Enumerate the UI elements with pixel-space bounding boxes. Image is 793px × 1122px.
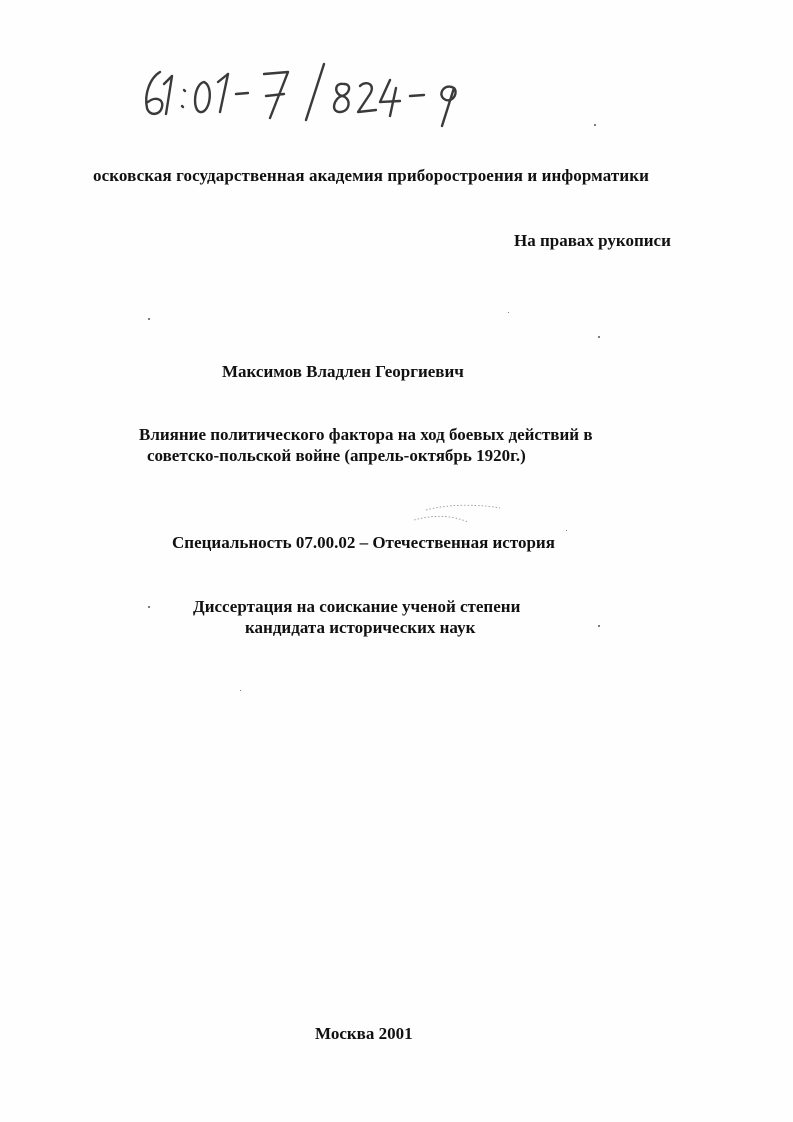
author-name: Максимов Владлен Георгиевич bbox=[222, 362, 464, 381]
rights-notice: На правах рукописи bbox=[514, 231, 671, 250]
scan-speck bbox=[598, 625, 600, 627]
scan-speck bbox=[566, 530, 567, 531]
city-year: Москва 2001 bbox=[315, 1024, 413, 1043]
specialty: Специальность 07.00.02 – Отечественная история bbox=[172, 533, 555, 552]
institution-name: осковская государственная академия приборостроения и информатики bbox=[93, 166, 650, 185]
degree-line-1: Диссертация на соискание ученой степени bbox=[193, 597, 521, 616]
scan-speck bbox=[148, 606, 150, 608]
faint-stamp-smudge bbox=[408, 500, 508, 528]
scan-speck bbox=[148, 318, 150, 320]
dissertation-title-line-1: Влияние политического фактора на ход боевых действий в bbox=[139, 425, 593, 444]
dissertation-title-line-2: советско-польской войне (апрель-октябрь 1920г.) bbox=[147, 446, 526, 465]
scan-speck bbox=[508, 312, 509, 313]
scan-speck bbox=[240, 690, 241, 691]
degree-line-2: кандидата исторических наук bbox=[245, 618, 476, 637]
handwritten-archive-code-drawing bbox=[138, 60, 483, 122]
scan-speck bbox=[598, 336, 600, 338]
scan-speck bbox=[594, 124, 596, 126]
handwritten-archive-code bbox=[138, 60, 483, 122]
faint-stamp-smudge-drawing bbox=[408, 500, 508, 528]
